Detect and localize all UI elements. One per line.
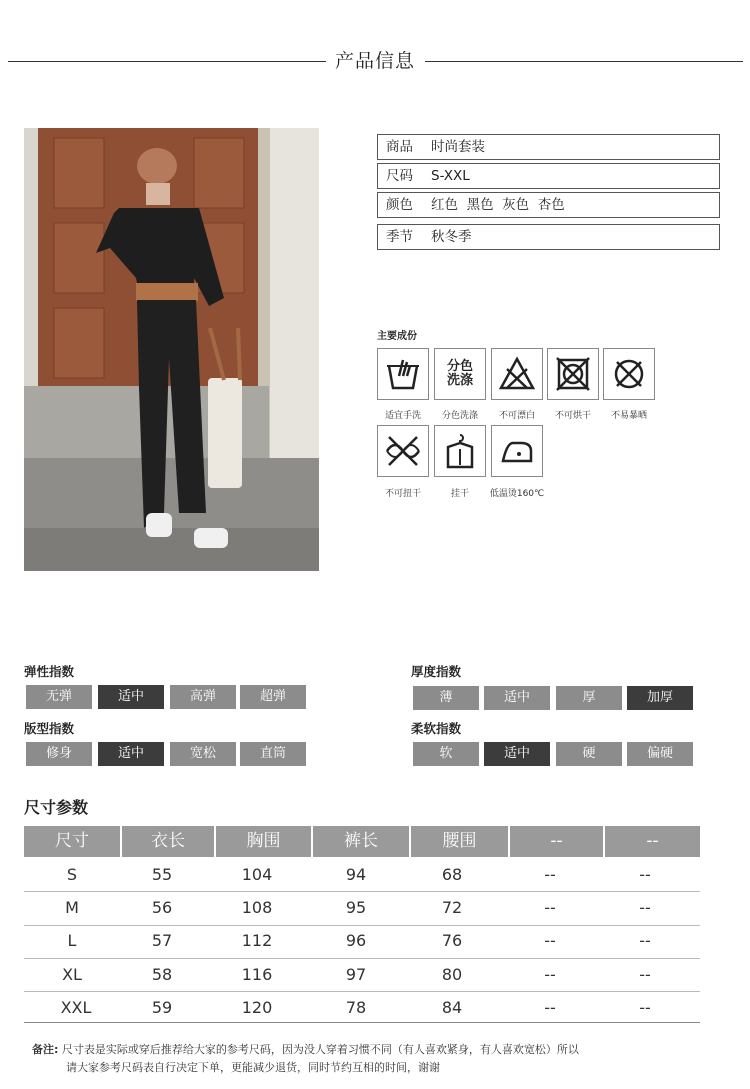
hang-dry-icon bbox=[434, 425, 486, 477]
row-divider bbox=[24, 958, 700, 959]
info-value: 红色 黑色 灰色 杏色 bbox=[431, 197, 565, 213]
softness-option: 硬 bbox=[556, 742, 622, 766]
care-title: 主要成份 bbox=[377, 331, 417, 342]
care-label: 不可漂白 bbox=[498, 411, 535, 421]
hand-wash-icon bbox=[377, 348, 429, 400]
row-divider bbox=[24, 891, 700, 892]
note-line-2: 请大家参考尺码表自行决定下单，更能减少退货，同时节约互相的时间，谢谢 bbox=[66, 1061, 440, 1074]
info-row-color bbox=[377, 192, 720, 218]
elasticity-option: 无弹 bbox=[26, 685, 92, 709]
size-cell: -- bbox=[639, 998, 651, 1017]
softness-option: 软 bbox=[413, 742, 479, 766]
care-label: 分色洗涤 bbox=[441, 411, 478, 421]
size-cell: 97 bbox=[345, 965, 367, 984]
size-cell: 116 bbox=[241, 965, 273, 984]
row-divider bbox=[24, 1022, 700, 1023]
info-value: S-XXL bbox=[431, 168, 470, 184]
size-cell: 94 bbox=[345, 865, 367, 884]
fit-option: 宽松 bbox=[170, 742, 236, 766]
elasticity-option: 超弹 bbox=[240, 685, 306, 709]
size-cell: -- bbox=[544, 931, 556, 950]
fit-option: 直筒 bbox=[240, 742, 306, 766]
size-cell: 56 bbox=[151, 898, 173, 917]
fit-option-selected: 适中 bbox=[98, 742, 164, 766]
no-bleach-icon bbox=[491, 348, 543, 400]
icon-text: 洗涤 bbox=[446, 373, 473, 388]
size-cell: -- bbox=[639, 965, 651, 984]
note-label: 备注: bbox=[32, 1043, 59, 1056]
fit-option: 修身 bbox=[26, 742, 92, 766]
size-header-cell: 胸围 bbox=[216, 826, 311, 857]
size-cell: -- bbox=[544, 865, 556, 884]
thickness-option: 厚 bbox=[556, 686, 622, 710]
thickness-option-selected: 加厚 bbox=[627, 686, 693, 710]
info-value: 秋冬季 bbox=[431, 229, 472, 245]
no-tumble-dry-icon bbox=[547, 348, 599, 400]
softness-option-selected: 适中 bbox=[484, 742, 550, 766]
size-cell: L bbox=[67, 931, 77, 950]
size-cell: 80 bbox=[441, 965, 463, 984]
size-cell: 112 bbox=[241, 931, 273, 950]
size-cell: XXL bbox=[60, 998, 92, 1017]
size-cell: 72 bbox=[441, 898, 463, 917]
thickness-option: 薄 bbox=[413, 686, 479, 710]
info-key: 商品 bbox=[386, 139, 413, 155]
info-key: 季节 bbox=[386, 229, 413, 245]
page-title: 产品信息 bbox=[334, 50, 415, 72]
size-cell: 57 bbox=[151, 931, 173, 950]
care-label: 挂干 bbox=[450, 489, 469, 499]
product-photo bbox=[24, 128, 319, 571]
size-cell: -- bbox=[544, 965, 556, 984]
size-cell: S bbox=[66, 865, 78, 884]
size-cell: 95 bbox=[345, 898, 367, 917]
elasticity-title: 弹性指数 bbox=[24, 664, 75, 679]
size-cell: -- bbox=[544, 998, 556, 1017]
size-cell: -- bbox=[639, 865, 651, 884]
info-value: 时尚套装 bbox=[431, 139, 485, 155]
no-wring-icon bbox=[377, 425, 429, 477]
elasticity-option: 高弹 bbox=[170, 685, 236, 709]
info-row-season bbox=[377, 224, 720, 250]
care-label: 低温烫160℃ bbox=[489, 489, 545, 499]
care-label: 不可扭干 bbox=[384, 489, 421, 499]
low-iron-icon bbox=[491, 425, 543, 477]
size-header-cell: 衣长 bbox=[122, 826, 214, 857]
no-sun-dry-icon bbox=[603, 348, 655, 400]
size-header-cell: -- bbox=[605, 826, 700, 857]
size-cell: 104 bbox=[241, 865, 273, 884]
size-cell: -- bbox=[544, 898, 556, 917]
size-header-cell: 裤长 bbox=[313, 826, 409, 857]
size-cell: 84 bbox=[441, 998, 463, 1017]
thickness-title: 厚度指数 bbox=[411, 664, 462, 679]
info-key: 颜色 bbox=[386, 197, 413, 213]
care-label: 适宜手洗 bbox=[384, 411, 421, 421]
size-header-cell: 腰围 bbox=[411, 826, 508, 857]
size-header-cell: 尺寸 bbox=[24, 826, 120, 857]
size-note bbox=[32, 1041, 579, 1077]
size-cell: M bbox=[65, 898, 79, 917]
row-divider bbox=[24, 991, 700, 992]
fit-title: 版型指数 bbox=[24, 721, 75, 736]
size-cell: 68 bbox=[441, 865, 463, 884]
info-row-size bbox=[377, 163, 720, 189]
note-line-1: 尺寸表是实际或穿后推荐给大家的参考尺码，因为没人穿着习惯不同（有人喜欢紧身，有人喜欢宽松）所以 bbox=[61, 1043, 579, 1056]
size-header-cell: -- bbox=[510, 826, 603, 857]
size-cell: 58 bbox=[151, 965, 173, 984]
icon-text: 分色 bbox=[446, 359, 473, 374]
info-key: 尺码 bbox=[386, 168, 413, 184]
size-cell: 55 bbox=[151, 865, 173, 884]
softness-title: 柔软指数 bbox=[411, 721, 462, 736]
info-row-product bbox=[377, 134, 720, 160]
size-cell: 76 bbox=[441, 931, 463, 950]
size-cell: XL bbox=[62, 965, 82, 984]
thickness-option: 适中 bbox=[484, 686, 550, 710]
size-cell: -- bbox=[639, 898, 651, 917]
size-cell: 108 bbox=[241, 898, 273, 917]
separate-wash-icon bbox=[434, 348, 486, 400]
softness-option: 偏硬 bbox=[627, 742, 693, 766]
size-cell: 120 bbox=[241, 998, 273, 1017]
size-cell: 96 bbox=[345, 931, 367, 950]
size-cell: 78 bbox=[345, 998, 367, 1017]
size-cell: 59 bbox=[151, 998, 173, 1017]
elasticity-option-selected: 适中 bbox=[98, 685, 164, 709]
care-label: 不可烘干 bbox=[554, 411, 591, 421]
care-label: 不易暴晒 bbox=[610, 411, 647, 421]
size-cell: -- bbox=[639, 931, 651, 950]
size-table-title: 尺寸参数 bbox=[24, 798, 89, 817]
